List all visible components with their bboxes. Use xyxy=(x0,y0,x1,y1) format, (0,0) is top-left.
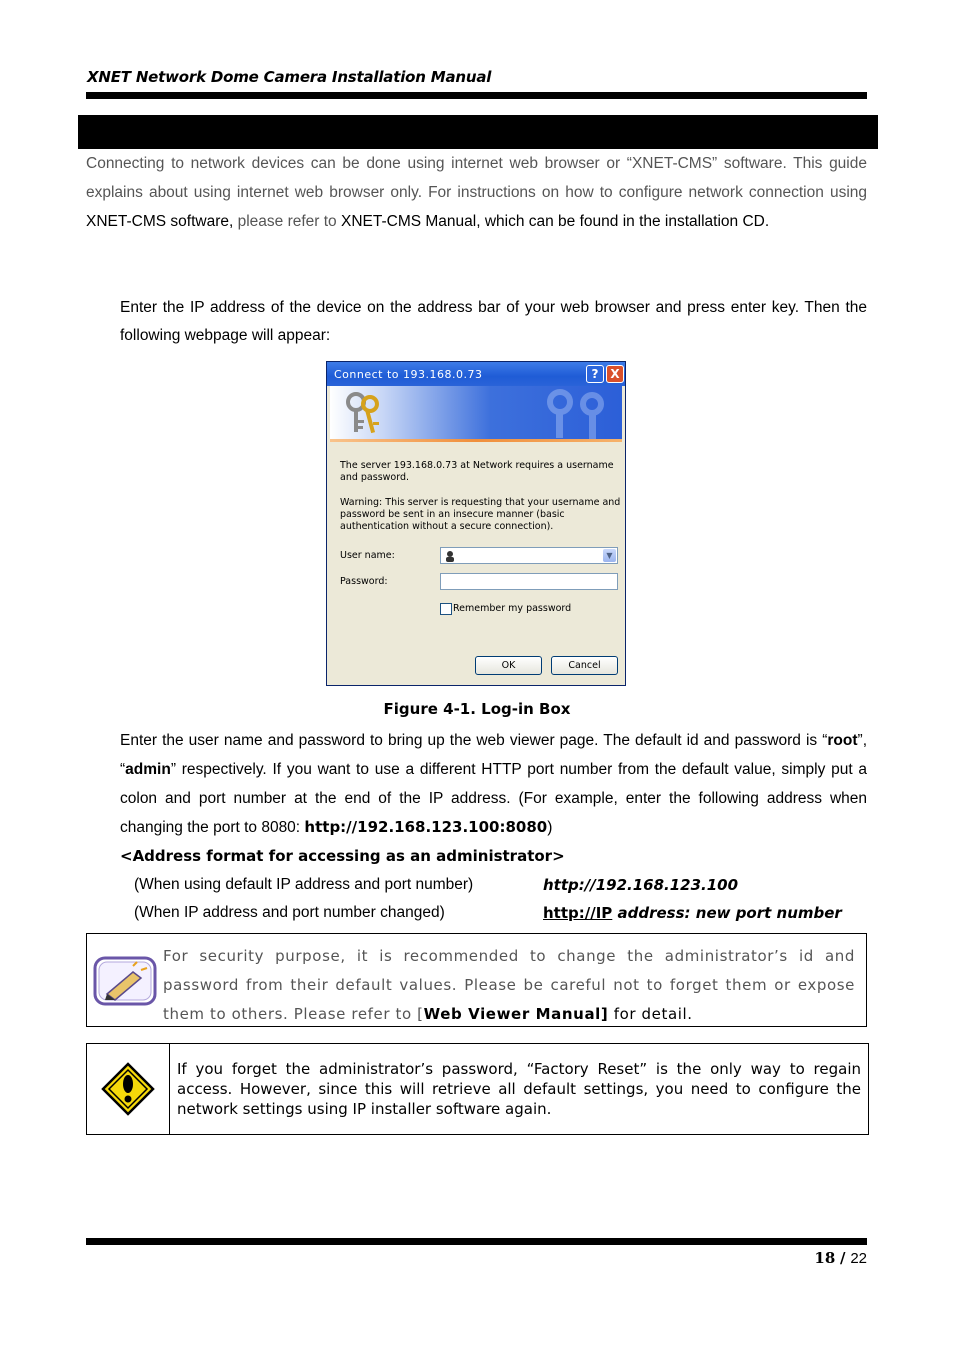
password-label: Password: xyxy=(340,576,388,587)
reset-note-text: If you forget the administrator’s password, “Factory Reset” is the only way to regain access. However, since this will retrieve all default settings, you need to configure the network settings using IP installer software again. xyxy=(177,1060,861,1118)
password-input[interactable] xyxy=(440,573,618,590)
help-button[interactable]: ? xyxy=(586,365,604,383)
reset-note-divider xyxy=(169,1044,170,1134)
intro-paragraph xyxy=(86,149,867,236)
warning-icon xyxy=(101,1062,155,1116)
login-text-2: ”, “ xyxy=(120,732,867,778)
login-text-4: ) xyxy=(547,819,553,836)
dialog-titlebar xyxy=(327,362,625,386)
address-format-heading: <Address format for accessing as an administrator> xyxy=(120,847,565,865)
address-row-2-label: (When IP address and port number changed) xyxy=(134,904,445,921)
page-number xyxy=(700,1249,867,1267)
username-input[interactable] xyxy=(440,547,618,564)
security-note-text xyxy=(163,942,855,1029)
default-password: admin xyxy=(125,761,171,778)
remember-label: Remember my password xyxy=(453,603,572,614)
keys-icon xyxy=(340,388,392,440)
ok-button[interactable]: OK xyxy=(475,656,542,675)
page-total: 22 xyxy=(850,1250,867,1267)
address-row-2-value xyxy=(543,904,842,922)
security-note-text-1: For security purpose, it is recommended to change the administrator’s id and password from their default values. Please be careful not to forget them or expose them to others. Please refer to [ xyxy=(163,947,855,1023)
username-label: User name: xyxy=(340,550,395,561)
figure-caption: Figure 4-1. Log-in Box xyxy=(383,700,571,718)
intro-text-1: Connecting to network devices can be done using internet web browser or “XNET-CMS” software. This guide explains about using internet web browser only. For instructions on how to configure network connection using xyxy=(86,155,867,201)
security-note-box xyxy=(86,933,867,1027)
pen-note-icon xyxy=(93,956,157,1006)
remember-checkbox[interactable] xyxy=(440,603,452,615)
cancel-button[interactable]: Cancel xyxy=(551,656,618,675)
dialog-body xyxy=(330,442,622,684)
address-row-1-value: http://192.168.123.100 xyxy=(543,876,739,894)
page-separator: / xyxy=(840,1249,846,1267)
user-icon xyxy=(444,550,456,562)
intro-text-2: XNET-CMS software, xyxy=(86,213,234,230)
example-url: http://192.168.123.100:8080 xyxy=(304,818,548,836)
login-text-3: ” respectively. If you want to use a different HTTP port number from the default value, simply put a colon and port number at the end of the IP address. (For example, enter the following address when changing the port to 8080: xyxy=(120,761,867,836)
default-id: root xyxy=(827,732,858,749)
dialog-banner xyxy=(330,386,622,442)
footer-rule xyxy=(86,1238,867,1245)
web-viewer-manual-ref: Web Viewer Manual] xyxy=(423,1005,609,1023)
dialog-message: The server 193.168.0.73 at Network requires a username and password. xyxy=(340,460,614,483)
reset-note-box xyxy=(86,1043,869,1135)
address-row-2-prefix: http://IP xyxy=(543,904,613,922)
page-current: 18 xyxy=(814,1249,836,1267)
step-paragraph: Enter the IP address of the device on the address bar of your web browser and press enter key. Then the following webpage will appear: xyxy=(120,299,867,344)
section-bar xyxy=(78,115,878,149)
login-dialog-figure xyxy=(326,361,626,686)
address-row-2-suffix: address: new port number xyxy=(612,904,842,922)
dialog-warning: Warning: This server is requesting that your username and password be sent in an insecure manner (basic authentication without a secure connection). xyxy=(340,497,621,532)
intro-text-4: XNET-CMS Manual, which can be found in the installation CD. xyxy=(340,213,770,230)
login-paragraph xyxy=(120,726,867,842)
login-text-1: Enter the user name and password to bring up the web viewer page. The default id and password is “ xyxy=(120,732,828,749)
intro-text-3: please refer to xyxy=(233,213,341,230)
keys-watermark-icon xyxy=(530,388,620,440)
header-title: XNET Network Dome Camera Installation Manual xyxy=(87,68,492,86)
dialog-title: Connect to 193.168.0.73 xyxy=(334,368,483,381)
close-button[interactable]: X xyxy=(606,365,624,383)
header-rule xyxy=(86,92,867,99)
security-note-text-2: for detail. xyxy=(608,1005,693,1023)
chevron-down-icon[interactable]: ▼ xyxy=(603,549,616,562)
address-row-1-label: (When using default IP address and port number) xyxy=(134,876,474,893)
